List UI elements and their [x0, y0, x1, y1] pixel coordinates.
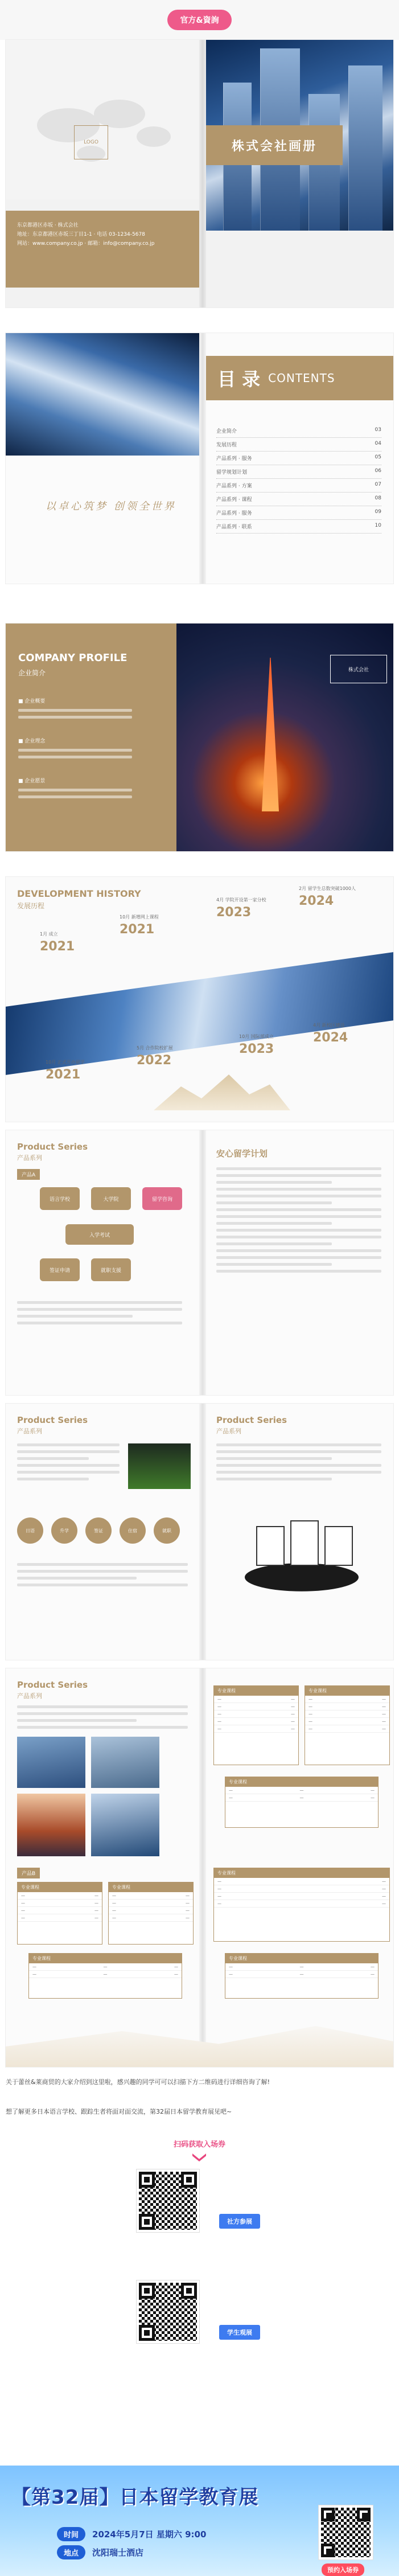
spread-fold	[199, 1130, 206, 1395]
history-note: 10月 正式开办留学	[46, 1060, 85, 1065]
visitor-tag: 学生观展	[219, 2325, 260, 2340]
history-note: 2月 留学生总数突破1000人	[299, 886, 356, 891]
service-circle: 住宿	[120, 1517, 146, 1544]
intro-paragraph: 关于蕾丝&莱商贸的大家介绍到这里啦，感兴趣的同学可可以扫描下方二维码进行详细咨询了解!	[6, 2078, 270, 2086]
product-chart-photo	[128, 1443, 191, 1489]
contents-title: 目 录	[217, 368, 261, 390]
history-note: 4月 学院开设第一家分校	[216, 897, 266, 903]
product-text-lines	[216, 1443, 381, 1484]
tower-photo	[91, 1794, 159, 1856]
qr-code-visitor[interactable]	[137, 2280, 199, 2343]
device-mockup	[290, 1520, 319, 1566]
profile-subtitle: 企业简介	[18, 669, 46, 677]
contents-list	[216, 424, 381, 534]
product-title: Product Series	[216, 1415, 287, 1425]
service-circle: 就职	[154, 1517, 180, 1544]
header-bar	[0, 0, 399, 40]
brochure-product-spread-1	[6, 1130, 393, 1395]
cover-logo: LOGO	[74, 125, 108, 159]
banner-title: 【第32届】日本留学教育展	[11, 2486, 259, 2509]
plan-title: 安心留学计划	[216, 1148, 268, 1159]
device-mockup	[256, 1526, 285, 1566]
flow-node: 语言学校	[40, 1187, 80, 1210]
cover-info-line: 网站：www.company.co.jp · 邮箱：info@company.co.jp	[17, 241, 155, 247]
course-table: 专业课程 — — — — — — — —	[213, 1868, 390, 1942]
history-year: 2021	[46, 1068, 81, 1082]
flow-node: 签证申请	[40, 1258, 80, 1281]
brochure-product-spread-2	[6, 1404, 393, 1660]
history-year: 2023	[239, 1042, 274, 1056]
history-year: 2024	[299, 894, 334, 908]
list-item: 留学规划计划 06	[216, 465, 381, 479]
contents-building-photo	[6, 333, 199, 456]
list-item: 企业简介 03	[216, 424, 381, 438]
product-text-lines	[17, 1301, 182, 1328]
product-text-lines	[17, 1705, 188, 1733]
device-shadow	[245, 1563, 359, 1591]
product-subtitle: 产品系列	[17, 1428, 42, 1435]
qr-code-exhibitor[interactable]	[137, 2169, 199, 2232]
history-year: 2022	[137, 1053, 172, 1068]
history-year: 2023	[216, 905, 252, 920]
list-item: 产品系列 · 服务 09	[216, 506, 381, 520]
course-table: 专业课程 — — — — — — — —	[108, 1882, 194, 1945]
product-tag: 产品B	[17, 1868, 40, 1878]
product-tag: 产品A	[17, 1169, 40, 1180]
expo-banner	[0, 2466, 399, 2576]
list-item: 产品系列 · 联系 10	[216, 520, 381, 534]
spread-fold	[199, 333, 206, 584]
cover-info-line: 东京都港区赤坂 · 株式会社	[17, 223, 79, 228]
spread-fold	[199, 1668, 206, 2067]
history-title: DEVELOPMENT HISTORY	[17, 888, 141, 899]
banner-place-row	[57, 2545, 143, 2559]
cover-info-band	[6, 211, 199, 288]
product-subtitle: 产品系列	[17, 1692, 42, 1700]
cover-info-line: 地址：东京都港区赤坂三丁目1-1 · 电话 03-1234-5678	[17, 232, 145, 237]
history-subtitle: 发展历程	[17, 902, 45, 910]
profile-section: ■ 企业概要	[18, 698, 161, 723]
history-note: 4月 新校区建设	[313, 1023, 345, 1028]
history-year: 2021	[120, 922, 155, 937]
flow-node: 大学院	[91, 1187, 131, 1210]
product-subtitle: 产品系列	[17, 1154, 42, 1162]
product-text-lines	[17, 1563, 188, 1590]
service-circle: 升学	[51, 1517, 77, 1544]
brochure-profile-spread	[6, 624, 393, 851]
list-item: 产品系列 · 服务 05	[216, 452, 381, 465]
time-label: 时间	[57, 2527, 85, 2541]
intro-paragraph-2: 想了解更多日本语言学校、跟踪生者将面对面交流，第32届日本留学教育展见吧~	[6, 2108, 232, 2115]
service-circle: 日语	[17, 1517, 43, 1544]
flow-node: 留学咨询	[142, 1187, 182, 1210]
history-note: 5月 合作院校扩展	[137, 1045, 173, 1051]
place-label: 地点	[57, 2545, 85, 2559]
banner-qr-code[interactable]	[319, 2505, 373, 2559]
brochure-contents-spread	[6, 333, 393, 584]
course-table: 专业课程 — — — — — —	[225, 1777, 379, 1828]
brochure-product-spread-3	[6, 1668, 393, 2067]
history-year: 2021	[40, 940, 75, 954]
plan-text-lines	[216, 1167, 381, 1277]
profile-section: ■ 企业理念	[18, 737, 161, 762]
product-subtitle: 产品系列	[216, 1428, 241, 1435]
reserve-ticket-button[interactable]: 预约入场券	[322, 2563, 364, 2576]
pagoda-photo	[17, 1794, 85, 1856]
flow-node-center: 入学考试	[65, 1224, 134, 1245]
product-title: Product Series	[17, 1415, 88, 1425]
cover-title: 株式会社画册	[206, 125, 343, 165]
course-table: 专业课程 — — — — — — — — — —	[305, 1685, 390, 1765]
history-year: 2024	[313, 1031, 348, 1045]
history-note: 10月 国际部成立	[239, 1034, 274, 1039]
tokyo-tower-icon	[262, 658, 279, 811]
device-mockup	[324, 1526, 353, 1566]
brochure-cover-spread	[6, 40, 393, 307]
spread-fold	[199, 40, 206, 307]
product-title: Product Series	[17, 1680, 88, 1690]
list-item: 发展历程 04	[216, 438, 381, 452]
world-map-icon	[6, 40, 199, 199]
product-title: Product Series	[17, 1142, 88, 1152]
scan-label: 扫码获取入场券	[173, 2140, 225, 2149]
brochure-history-spread	[6, 877, 393, 1122]
spread-fold	[199, 1404, 206, 1660]
cover-map-area	[6, 40, 199, 199]
history-photo-band	[6, 952, 393, 1075]
history-note: 1月 成立	[40, 932, 58, 937]
place-value: 沈阳瑞士酒店	[92, 2548, 144, 2558]
official-pill[interactable]: 官方&資詢	[167, 10, 231, 30]
banner-time-row	[57, 2527, 206, 2541]
contents-header	[206, 356, 393, 400]
service-circle: 签证	[85, 1517, 112, 1544]
history-note: 10月 新增网上课程	[120, 914, 159, 920]
city-photo	[91, 1737, 159, 1788]
profile-section: ■ 企业愿景	[18, 777, 161, 802]
profile-badge: 株式会社	[330, 655, 387, 683]
course-table: 专业课程 — — — — — —	[28, 1953, 182, 1999]
list-item: 产品系列 · 课程 08	[216, 493, 381, 506]
exhibitor-tag: 社方参展	[219, 2214, 260, 2229]
contents-slogan: 以卓心筑梦 创领全世界	[46, 501, 176, 512]
course-table: 专业课程 — — — — — — — —	[17, 1882, 102, 1945]
flow-node: 就职支援	[91, 1258, 131, 1281]
city-photo	[17, 1737, 85, 1788]
contents-title-en: CONTENTS	[268, 371, 335, 385]
mountain-decoration	[154, 1070, 290, 1110]
chevron-down-icon	[192, 2153, 206, 2161]
product-text-lines	[17, 1443, 120, 1484]
course-table: 专业课程 — — — — — —	[225, 1953, 379, 1999]
list-item: 产品系列 · 方案 07	[216, 479, 381, 493]
profile-title: COMPANY PROFILE	[18, 652, 127, 664]
course-table: 专业课程 — — — — — — — — — —	[213, 1685, 299, 1765]
time-value: 2024年5月7日 星期六 9:00	[92, 2529, 207, 2540]
